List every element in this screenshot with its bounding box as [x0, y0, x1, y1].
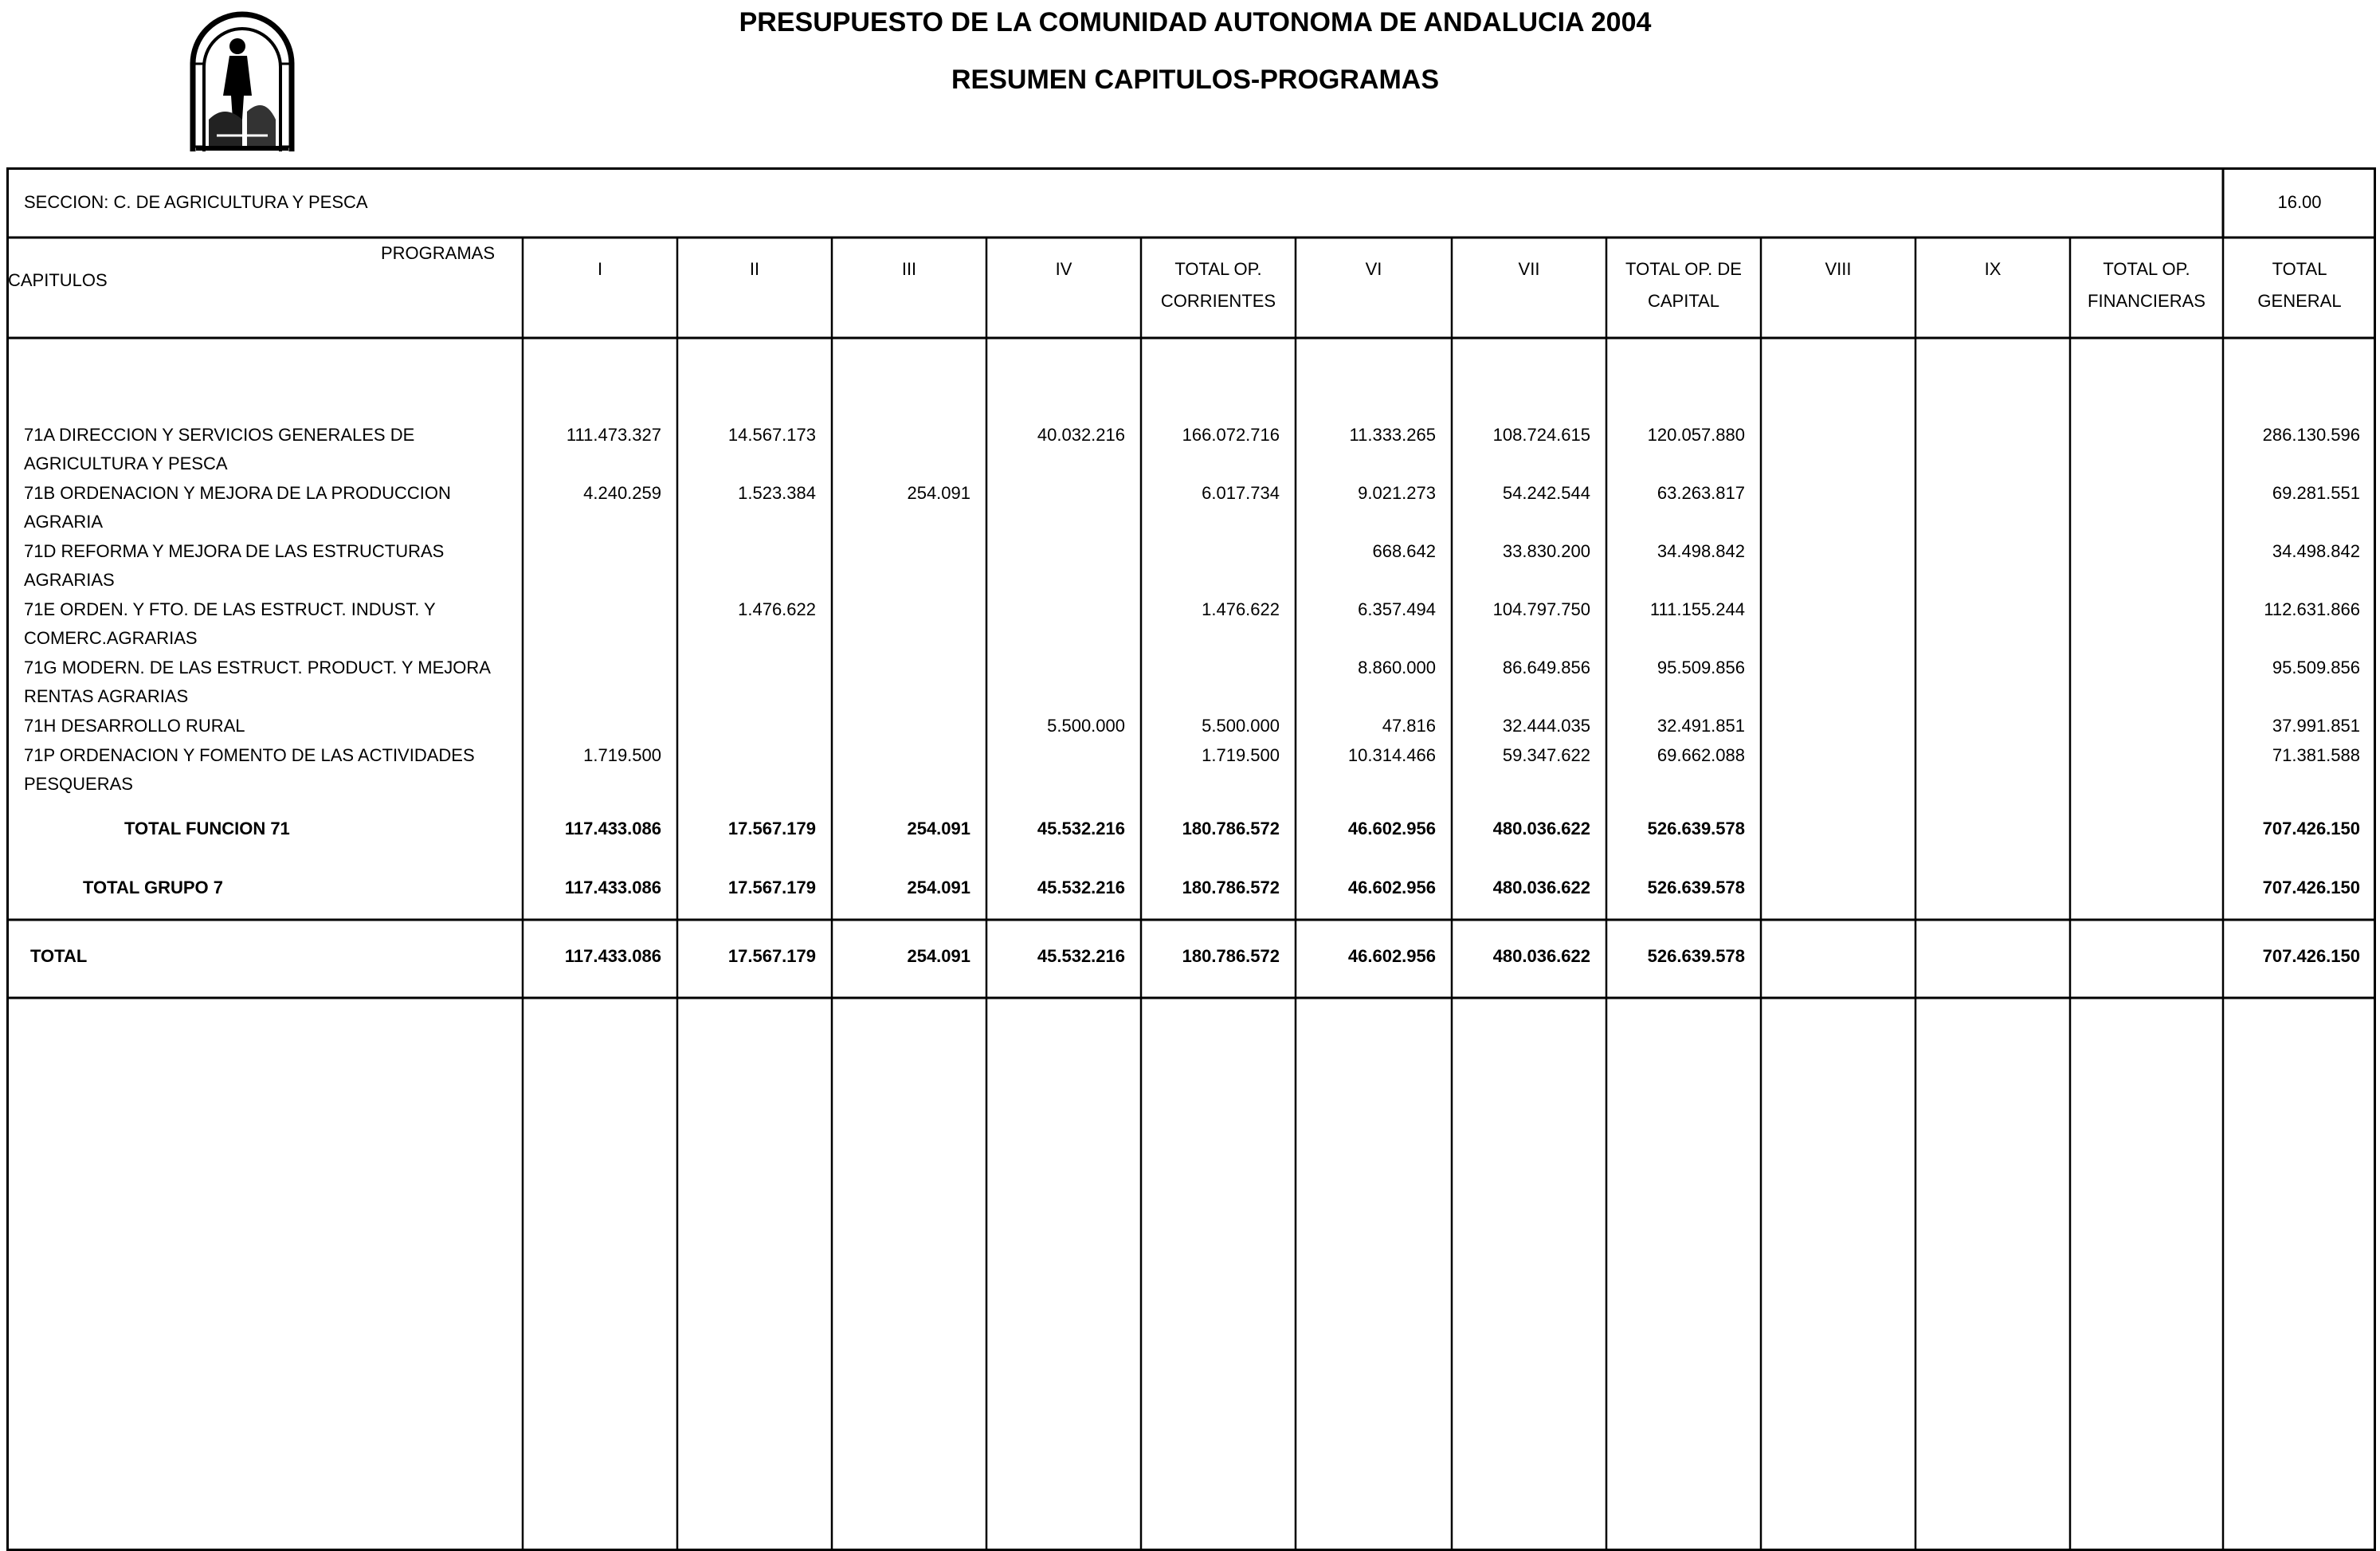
- table-cell: 112.631.866: [2264, 599, 2360, 619]
- total-cell: 526.639.578: [1647, 819, 1745, 838]
- column-header: VII: [1518, 259, 1540, 279]
- total-cell: 254.091: [907, 946, 970, 966]
- table-cell: 111.155.244: [1649, 599, 1745, 619]
- column-header: TOTAL OP.: [1174, 259, 1262, 279]
- column-header: IV: [1055, 259, 1072, 279]
- row-label-continued: AGRARIAS: [24, 570, 115, 590]
- row-label-continued: RENTAS AGRARIAS: [24, 686, 189, 706]
- table-cell: 668.642: [1372, 541, 1436, 561]
- total-cell: 17.567.179: [727, 819, 816, 838]
- row-label: 71H DESARROLLO RURAL: [24, 716, 245, 736]
- table-cell: 33.830.200: [1502, 541, 1590, 561]
- table-cell: 69.281.551: [2272, 483, 2360, 503]
- total-cell: 707.426.150: [2262, 878, 2360, 897]
- table-cell: 14.567.173: [727, 425, 816, 445]
- total-cell: 707.426.150: [2262, 946, 2360, 966]
- row-label: 71D REFORMA Y MEJORA DE LAS ESTRUCTURAS: [24, 541, 445, 561]
- total-label: TOTAL GRUPO 7: [83, 878, 224, 897]
- column-header: TOTAL: [2272, 259, 2327, 279]
- table-cell: 34.498.842: [2272, 541, 2360, 561]
- table-cell: 254.091: [907, 483, 970, 503]
- total-cell: 117.433.086: [564, 878, 661, 897]
- column-header: TOTAL OP. DE: [1625, 259, 1742, 279]
- table-cell: 5.500.000: [1047, 716, 1125, 736]
- table-cell: 6.017.734: [1202, 483, 1280, 503]
- table-cell: 32.444.035: [1502, 716, 1590, 736]
- total-cell: 526.639.578: [1647, 946, 1745, 966]
- column-header: III: [901, 259, 917, 279]
- column-header: I: [597, 259, 603, 279]
- total-cell: 46.602.956: [1347, 878, 1436, 897]
- row-label-continued: AGRICULTURA Y PESCA: [24, 454, 228, 473]
- page-title: PRESUPUESTO DE LA COMUNIDAD AUTONOMA DE ANDALUCIA 2004: [739, 7, 1652, 37]
- row-label: 71A DIRECCION Y SERVICIOS GENERALES DE: [24, 425, 415, 445]
- total-label: TOTAL FUNCION 71: [124, 819, 290, 838]
- junta-andalucia-crest-icon: [185, 0, 300, 156]
- column-header-sub: GENERAL: [2257, 291, 2342, 311]
- table-cell: 4.240.259: [583, 483, 661, 503]
- table-cell: 6.357.494: [1358, 599, 1436, 619]
- table-cell: 5.500.000: [1202, 716, 1280, 736]
- column-header-sub: FINANCIERAS: [2088, 291, 2206, 311]
- table-cell: 166.072.716: [1182, 425, 1280, 445]
- table-cell: 120.057.880: [1647, 425, 1745, 445]
- total-cell: 180.786.572: [1182, 946, 1280, 966]
- total-cell: 46.602.956: [1347, 819, 1436, 838]
- total-cell: 707.426.150: [2262, 819, 2360, 838]
- table-cell: 1.523.384: [738, 483, 816, 503]
- table-cell: 1.719.500: [1202, 745, 1280, 765]
- column-header: II: [749, 259, 760, 279]
- total-cell: 180.786.572: [1182, 819, 1280, 838]
- table-cell: 95.509.856: [1657, 658, 1745, 677]
- table-cell: 10.314.466: [1347, 745, 1436, 765]
- table-cell: 69.662.088: [1657, 745, 1745, 765]
- column-header: TOTAL OP.: [2103, 259, 2190, 279]
- row-label: 71E ORDEN. Y FTO. DE LAS ESTRUCT. INDUST. Y: [24, 599, 436, 619]
- table-cell: 9.021.273: [1358, 483, 1436, 503]
- table-cell: 86.649.856: [1502, 658, 1590, 677]
- total-cell: 45.532.216: [1037, 878, 1125, 897]
- table-cell: 1.476.622: [738, 599, 816, 619]
- table-cell: 37.991.851: [2272, 716, 2360, 736]
- total-label: TOTAL: [30, 946, 88, 966]
- table-cell: 59.347.622: [1502, 745, 1590, 765]
- total-cell: 480.036.622: [1492, 946, 1590, 966]
- table-cell: 1.719.500: [583, 745, 661, 765]
- total-cell: 117.433.086: [564, 946, 661, 966]
- column-header: VIII: [1825, 259, 1852, 279]
- table-cell: 34.498.842: [1657, 541, 1745, 561]
- row-label: 71G MODERN. DE LAS ESTRUCT. PRODUCT. Y MEJORA: [24, 658, 491, 677]
- section-code: 16.00: [2277, 192, 2322, 212]
- total-cell: 480.036.622: [1492, 819, 1590, 838]
- table-cell: 40.032.216: [1037, 425, 1125, 445]
- total-cell: 526.639.578: [1647, 878, 1745, 897]
- total-cell: 45.532.216: [1037, 946, 1125, 966]
- row-label: 71P ORDENACION Y FOMENTO DE LAS ACTIVIDADES: [24, 745, 475, 765]
- table-cell: 54.242.544: [1502, 483, 1590, 503]
- column-header: IX: [1984, 259, 2002, 279]
- row-label-continued: PESQUERAS: [24, 774, 133, 794]
- column-header-sub: CORRIENTES: [1160, 291, 1276, 311]
- row-label: 71B ORDENACION Y MEJORA DE LA PRODUCCION: [24, 483, 451, 503]
- table-cell: 63.263.817: [1657, 483, 1745, 503]
- table-cell: 108.724.615: [1492, 425, 1590, 445]
- table-cell: 71.381.588: [2272, 745, 2360, 765]
- page-subtitle: RESUMEN CAPITULOS-PROGRAMAS: [951, 65, 1440, 95]
- table-grid: [6, 167, 2376, 1551]
- table-cell: 95.509.856: [2272, 658, 2360, 677]
- total-cell: 17.567.179: [727, 878, 816, 897]
- total-cell: 254.091: [907, 878, 970, 897]
- corner-programas: PROGRAMAS: [381, 243, 496, 263]
- column-header: VI: [1365, 259, 1382, 279]
- total-cell: 46.602.956: [1347, 946, 1436, 966]
- corner-capitulos: CAPITULOS: [8, 270, 108, 290]
- row-label-continued: COMERC.AGRARIAS: [24, 628, 198, 648]
- table-cell: 104.797.750: [1492, 599, 1590, 619]
- table-cell: 8.860.000: [1358, 658, 1436, 677]
- table-cell: 111.473.327: [566, 425, 661, 445]
- total-cell: 45.532.216: [1037, 819, 1125, 838]
- total-cell: 480.036.622: [1492, 878, 1590, 897]
- table-cell: 286.130.596: [2262, 425, 2360, 445]
- row-label-continued: AGRARIA: [24, 512, 104, 532]
- section-label: SECCION: C. DE AGRICULTURA Y PESCA: [24, 192, 368, 212]
- table-cell: 11.333.265: [1349, 425, 1436, 445]
- total-cell: 117.433.086: [564, 819, 661, 838]
- total-cell: 180.786.572: [1182, 878, 1280, 897]
- table-cell: 32.491.851: [1657, 716, 1745, 736]
- total-cell: 254.091: [907, 819, 970, 838]
- table-cell: 47.816: [1382, 716, 1436, 736]
- budget-table: [6, 167, 2376, 1551]
- table-cell: 1.476.622: [1202, 599, 1280, 619]
- column-header-sub: CAPITAL: [1647, 291, 1720, 311]
- total-cell: 17.567.179: [727, 946, 816, 966]
